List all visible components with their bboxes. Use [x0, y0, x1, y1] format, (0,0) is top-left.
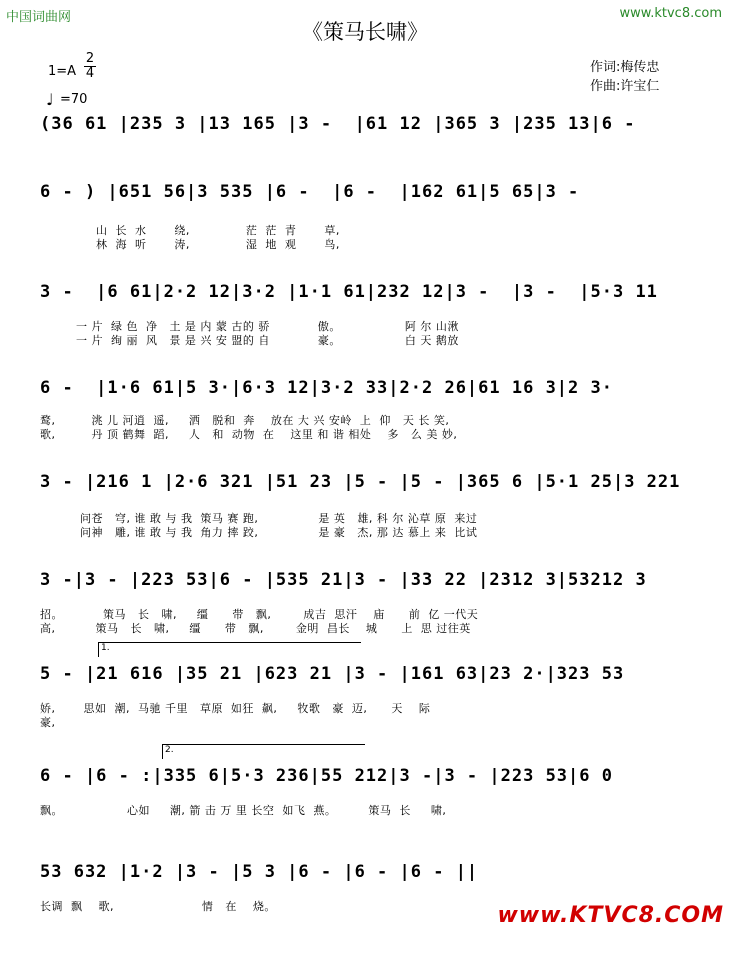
notation: 6 - |1·6 61|5 3·|6·3 12|3·2 33|2·2 26|61 16 3|2 3· — [40, 378, 613, 398]
notation: 3 - |6 61|2·2 12|3·2 |1·1 61|232 12|3 - |3 - |5·3 11 — [40, 282, 658, 302]
watermark-top-left: 中国词曲网 — [6, 10, 72, 25]
lyric-verse-1: 娇, 思如 潮, 马驰 千里 草原 如狂 飙, 牧歌 豪 迈, 天 际 — [40, 702, 431, 715]
watermark-top-right: www.ktvc8.com — [619, 6, 722, 21]
score-row-7 — [0, 643, 730, 770]
lyric-verse-2: 高, 策马 长 啸, 缰 带 飘, 金明 昌长 城 上 思 过往英 — [40, 622, 471, 635]
lyricist: 作词:梅传忠 — [590, 60, 660, 75]
volta-2: 2. — [162, 744, 365, 759]
score-row-2 — [0, 178, 730, 288]
notation: 5 - |21 616 |35 21 |623 21 |3 - |161 63|23 2·|323 53 — [40, 664, 625, 684]
time-signature — [84, 52, 96, 81]
lyric-verse-2: 歌, 丹 顶 鹤舞 蹈, 人 和 动物 在 这里 和 谐 相处 多 么 美 妙, — [40, 428, 458, 441]
lyric-verse-1: 问苍 穹, 谁 敢 与 我 策马 赛 跑, 是 英 雄, 科 尔 沁草 原 来过 — [40, 512, 478, 525]
notation: 3 - |216 1 |2·6 321 |51 23 |5 - |5 - |365 6 |5·1 25|3 221 — [40, 472, 681, 492]
volta-1: 1. — [98, 642, 361, 657]
score-row-3 — [0, 278, 730, 388]
lyric-verse-2: 林 海 听 涛, 湿 地 观 鸟, — [40, 238, 340, 251]
song-title: 《策马长啸》 — [302, 20, 428, 44]
tempo: =70 — [60, 92, 88, 107]
lyric-verse-1: 招。 策马 长 啸, 缰 带 飘, 成吉 思汗 庙 前 亿 一代天 — [40, 608, 479, 621]
quarter-note-icon: ♩ — [46, 90, 54, 109]
lyric-verse-2: 一 片 绚 丽 风 景 是 兴 安 盟的 自 豪。 白 天 鹅放 — [40, 334, 459, 347]
time-bottom: 4 — [85, 66, 95, 81]
lyric-verse-1: 鹜, 洮 儿 河逍 遥, 洒 脱和 奔 放在 大 兴 安岭 上 仰 天 长 笑, — [40, 414, 450, 427]
notation: 6 - |6 - :|335 6|5·3 236|55 212|3 -|3 - |223 53|6 0 — [40, 766, 613, 786]
lyric-verse-2: 豪, — [40, 716, 56, 729]
key-signature: 1=A — [48, 64, 77, 79]
notation: 53 632 |1·2 |3 - |5 3 |6 - |6 - |6 - || — [40, 862, 479, 882]
lyric-verse-1: 一 片 绿 色 净 土 是 内 蒙 古的 骄 傲。 阿 尔 山湫 — [40, 320, 459, 333]
lyric-verse-1: 飘。 心如 潮, 箭 击 万 里 长空 如飞 燕。 策马 长 啸, — [40, 804, 447, 817]
notation: (36 61 |235 3 |13 165 |3 - |61 12 |365 3 |235 13|6 - — [40, 114, 636, 134]
notation: 6 - ) |651 56|3 535 |6 - |6 - |162 61|5 65|3 - — [40, 182, 580, 202]
score-row-5 — [0, 468, 730, 578]
watermark-bottom: www.KTVC8.COM — [497, 903, 724, 928]
lyric-verse-1: 山 长 水 绕, 茫 茫 青 草, — [40, 224, 340, 237]
notation: 3 -|3 - |223 53|6 - |535 21|3 - |33 22 |2312 3|53212 3 — [40, 570, 647, 590]
lyric-verse-2: 问神 雕, 谁 敢 与 我 角力 摔 跤, 是 豪 杰, 那 达 慕上 来 比试 — [40, 526, 478, 539]
score-row-8 — [0, 745, 730, 872]
time-top: 2 — [85, 51, 95, 66]
lyric-verse-1: 长调 飘 歌, 情 在 烧。 — [40, 900, 276, 913]
composer: 作曲:许宝仁 — [590, 79, 660, 94]
